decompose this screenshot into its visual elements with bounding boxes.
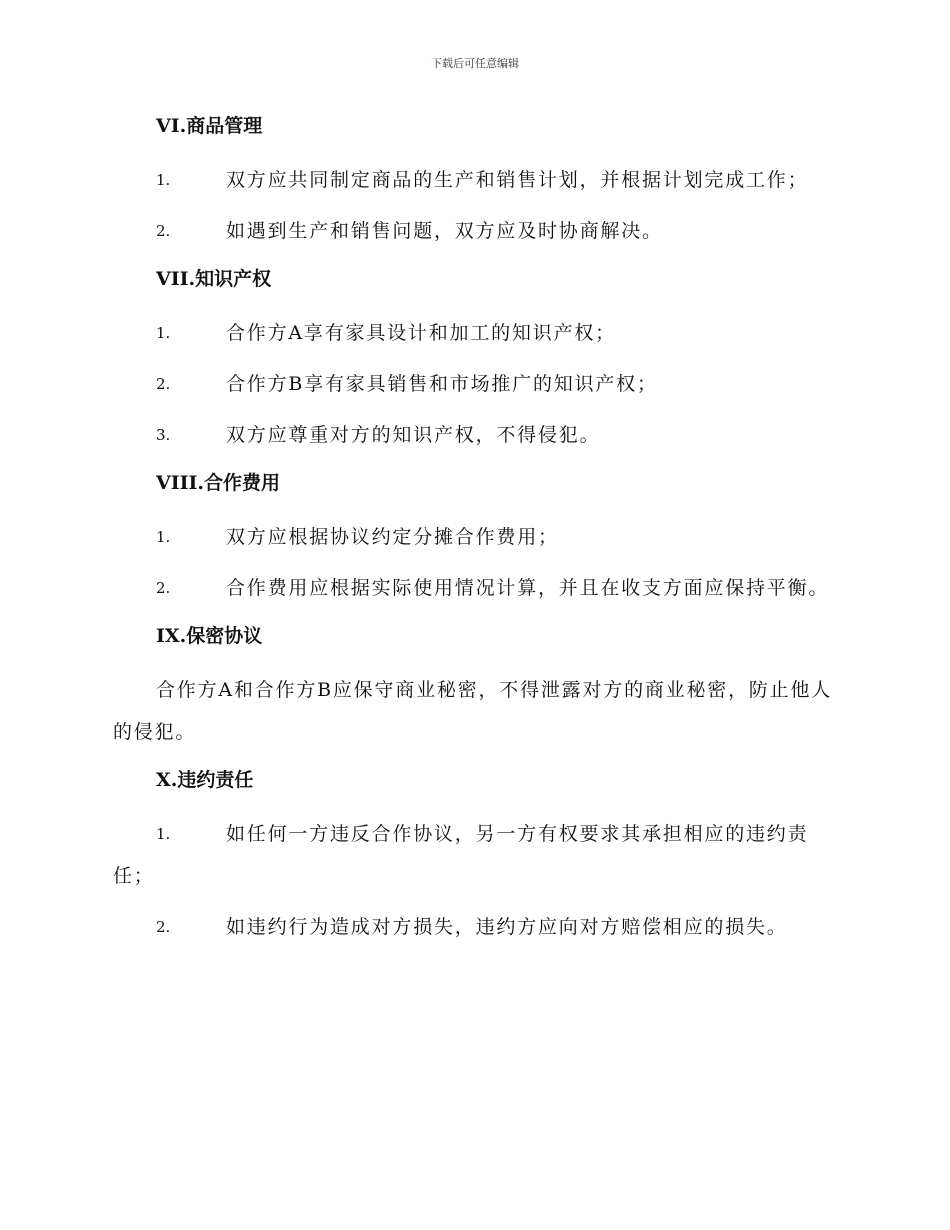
list-item — [113, 567, 833, 609]
list-item-text: 合作方A享有家具设计和加工的知识产权； — [226, 322, 616, 344]
document-body — [113, 108, 833, 957]
list-item-text: 如违约行为造成对方损失，违约方应向对方赔偿相应的损失。 — [226, 916, 788, 938]
list-item-number: 1. — [156, 171, 171, 189]
list-item-number: 2. — [156, 579, 171, 597]
list-item-text: 如任何一方违反合作协议，另一方有权要求其承担相应的违约责任； — [113, 823, 809, 887]
list-item — [113, 363, 833, 405]
list-item — [113, 312, 833, 354]
section-heading-product-management: VI.商品管理 — [156, 115, 263, 137]
list-item-text: 双方应根据协议约定分摊合作费用； — [226, 526, 559, 548]
list-item-number: 3. — [156, 426, 171, 444]
list-item-text: 如遇到生产和销售问题，双方应及时协商解决。 — [226, 220, 663, 242]
list-item-text: 合作费用应根据实际使用情况计算，并且在收支方面应保持平衡。 — [226, 577, 830, 599]
list-item — [113, 159, 833, 201]
list-item — [113, 813, 833, 897]
list-item — [113, 516, 833, 558]
list-item-number: 2. — [156, 918, 171, 936]
confidentiality-paragraph: 合作方A和合作方B应保守商业秘密，不得泄露对方的商业秘密，防止他人的侵犯。 — [113, 679, 833, 743]
list-item-text: 合作方B享有家具销售和市场推广的知识产权； — [226, 373, 658, 395]
list-item — [113, 210, 833, 252]
list-item — [113, 906, 833, 948]
section-heading-confidentiality: IX.保密协议 — [156, 625, 263, 647]
page-header-note: 下载后可任意编辑 — [431, 57, 519, 70]
list-item — [113, 414, 833, 456]
section-heading-cooperation-fees: VIII.合作费用 — [156, 472, 281, 494]
list-item-text: 双方应尊重对方的知识产权，不得侵犯。 — [226, 424, 601, 446]
section-heading-intellectual-property: VII.知识产权 — [156, 268, 272, 290]
list-item-number: 1. — [156, 528, 171, 546]
list-item-number: 1. — [156, 324, 171, 342]
list-item-number: 1. — [156, 825, 171, 843]
list-item-number: 2. — [156, 222, 171, 240]
section-heading-breach-liability: X.违约责任 — [156, 769, 254, 791]
list-item-text: 双方应共同制定商品的生产和销售计划，并根据计划完成工作； — [226, 169, 809, 191]
list-item-number: 2. — [156, 375, 171, 393]
